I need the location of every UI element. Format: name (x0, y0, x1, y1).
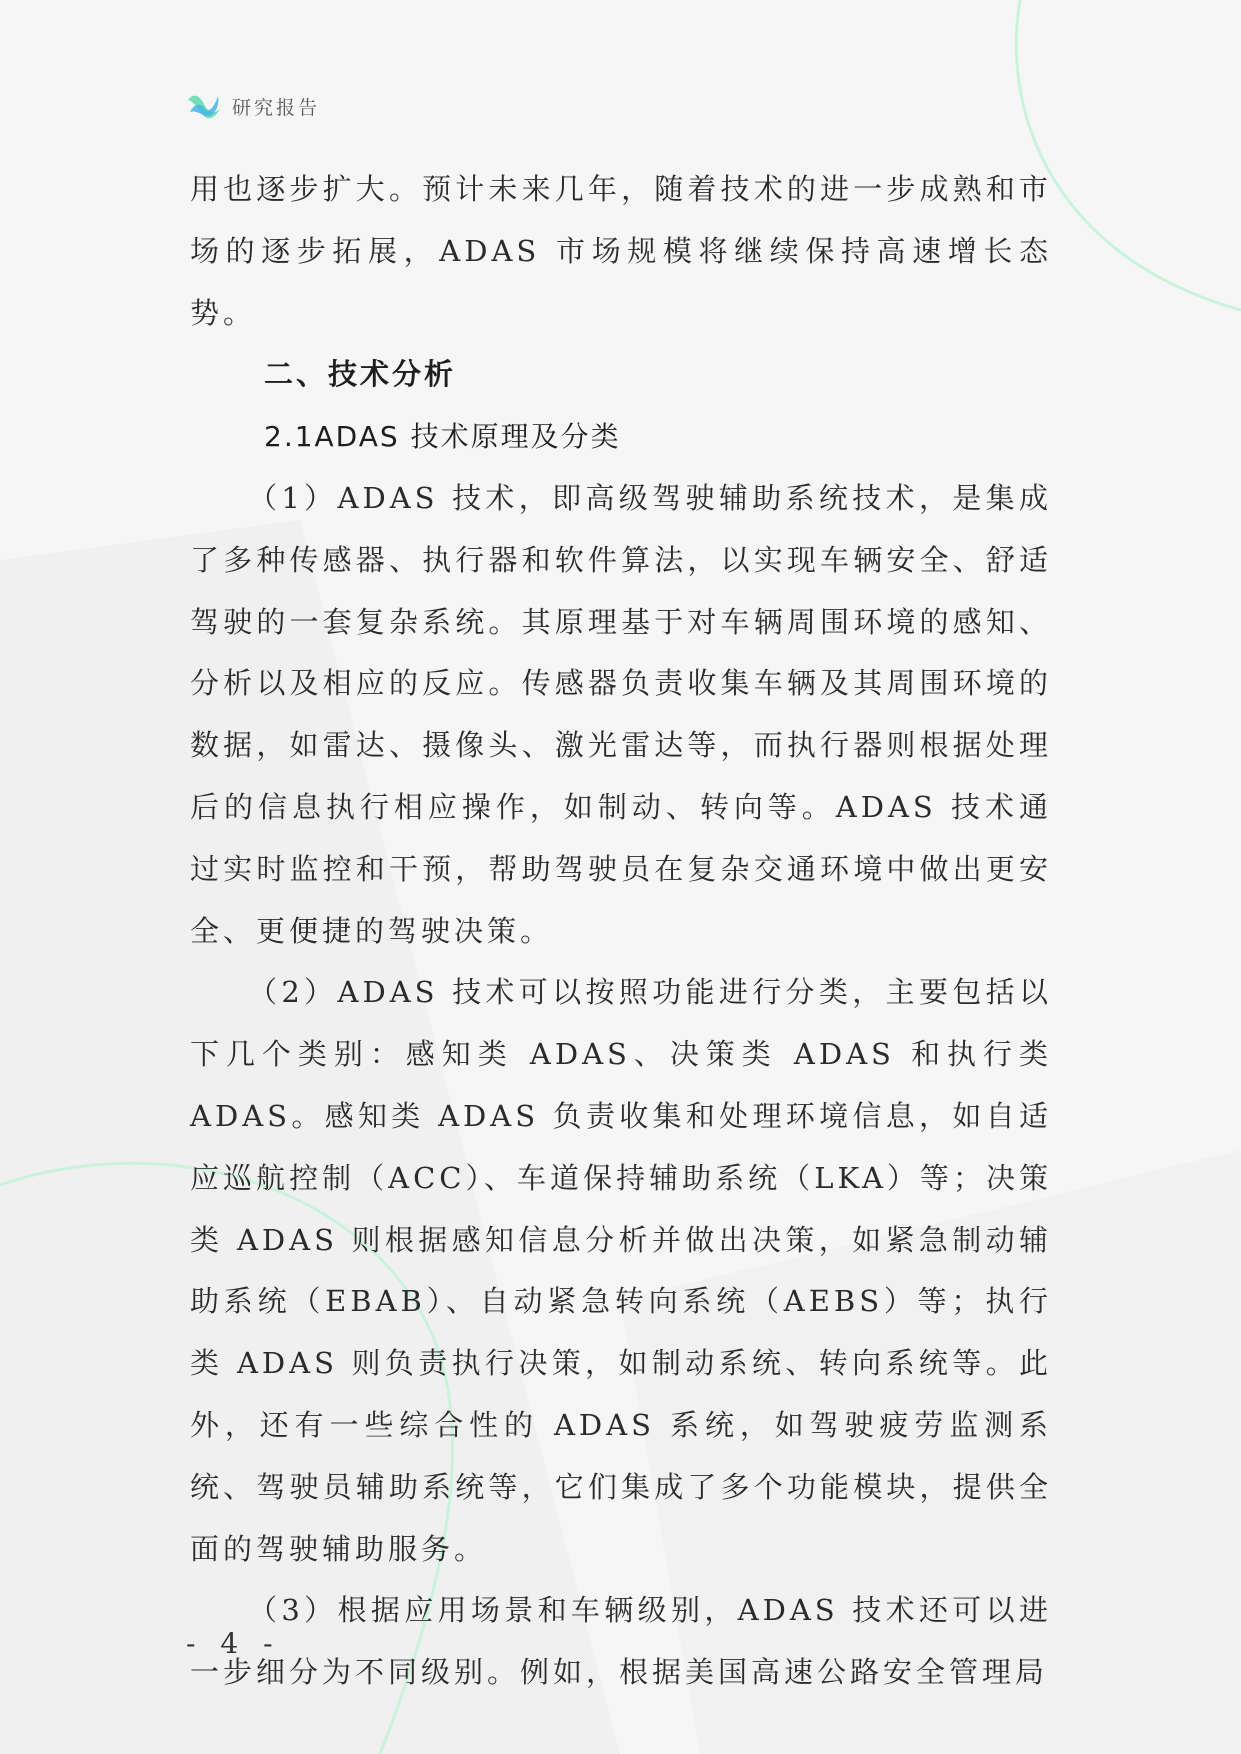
report-type-label: 研究报告 (232, 96, 321, 119)
document-body (190, 159, 1052, 1704)
intro-paragraph: 用也逐步扩大。预计未来几年，随着技术的进一步成熟和市场的逐步拓展，ADAS 市场规模将继续保持高速增长态势。 (190, 172, 1052, 330)
logo-icon (186, 90, 222, 122)
paragraph-3: （3）根据应用场景和车辆级别，ADAS 技术还可以进一步细分为不同级别。例如，根据美国高速公路安全管理局 (190, 1593, 1052, 1690)
page-number: - 4 - (186, 1627, 281, 1660)
subsection-heading: 2.1ADAS 技术原理及分类 (264, 420, 621, 454)
report-header (186, 90, 320, 122)
section-heading: 二、技术分析 (264, 357, 457, 392)
paragraph-1: （1）ADAS 技术，即高级驾驶辅助系统技术，是集成了多种传感器、执行器和软件算法，以实现车辆安全、舒适驾驶的一套复杂系统。其原理基于对车辆周围环境的感知、分析以及相应的反应。传感器负责收集车辆及其周围环境的数据，如雷达、摄像头、激光雷达等，而执行器则根据处理后的信息执行相应操作，如制动、转向等。ADAS 技术通过实时监控和干预，帮助驾驶员在复杂交通环境中做出更安全、更便捷的驾驶决策。 (190, 480, 1052, 948)
paragraph-2: （2）ADAS 技术可以按照功能进行分类，主要包括以下几个类别：感知类 ADAS、决策类 ADAS 和执行类 ADAS。感知类 ADAS 负责收集和处理环境信息，如自适应巡航控制（ACC）、车道保持辅助系统（LKA）等；决策类 ADAS 则根据感知信息分析并做出决策，如紧急制动辅助系统（EBAB）、自动紧急转向系统（AEBS）等；执行类 ADAS 则负责执行决策，如制动系统、转向系统等。此外，还有一些综合性的 ADAS 系统，如驾驶疲劳监测系统、驾驶员辅助系统等，它们集成了多个功能模块，提供全面的驾驶辅助服务。 (190, 975, 1052, 1566)
